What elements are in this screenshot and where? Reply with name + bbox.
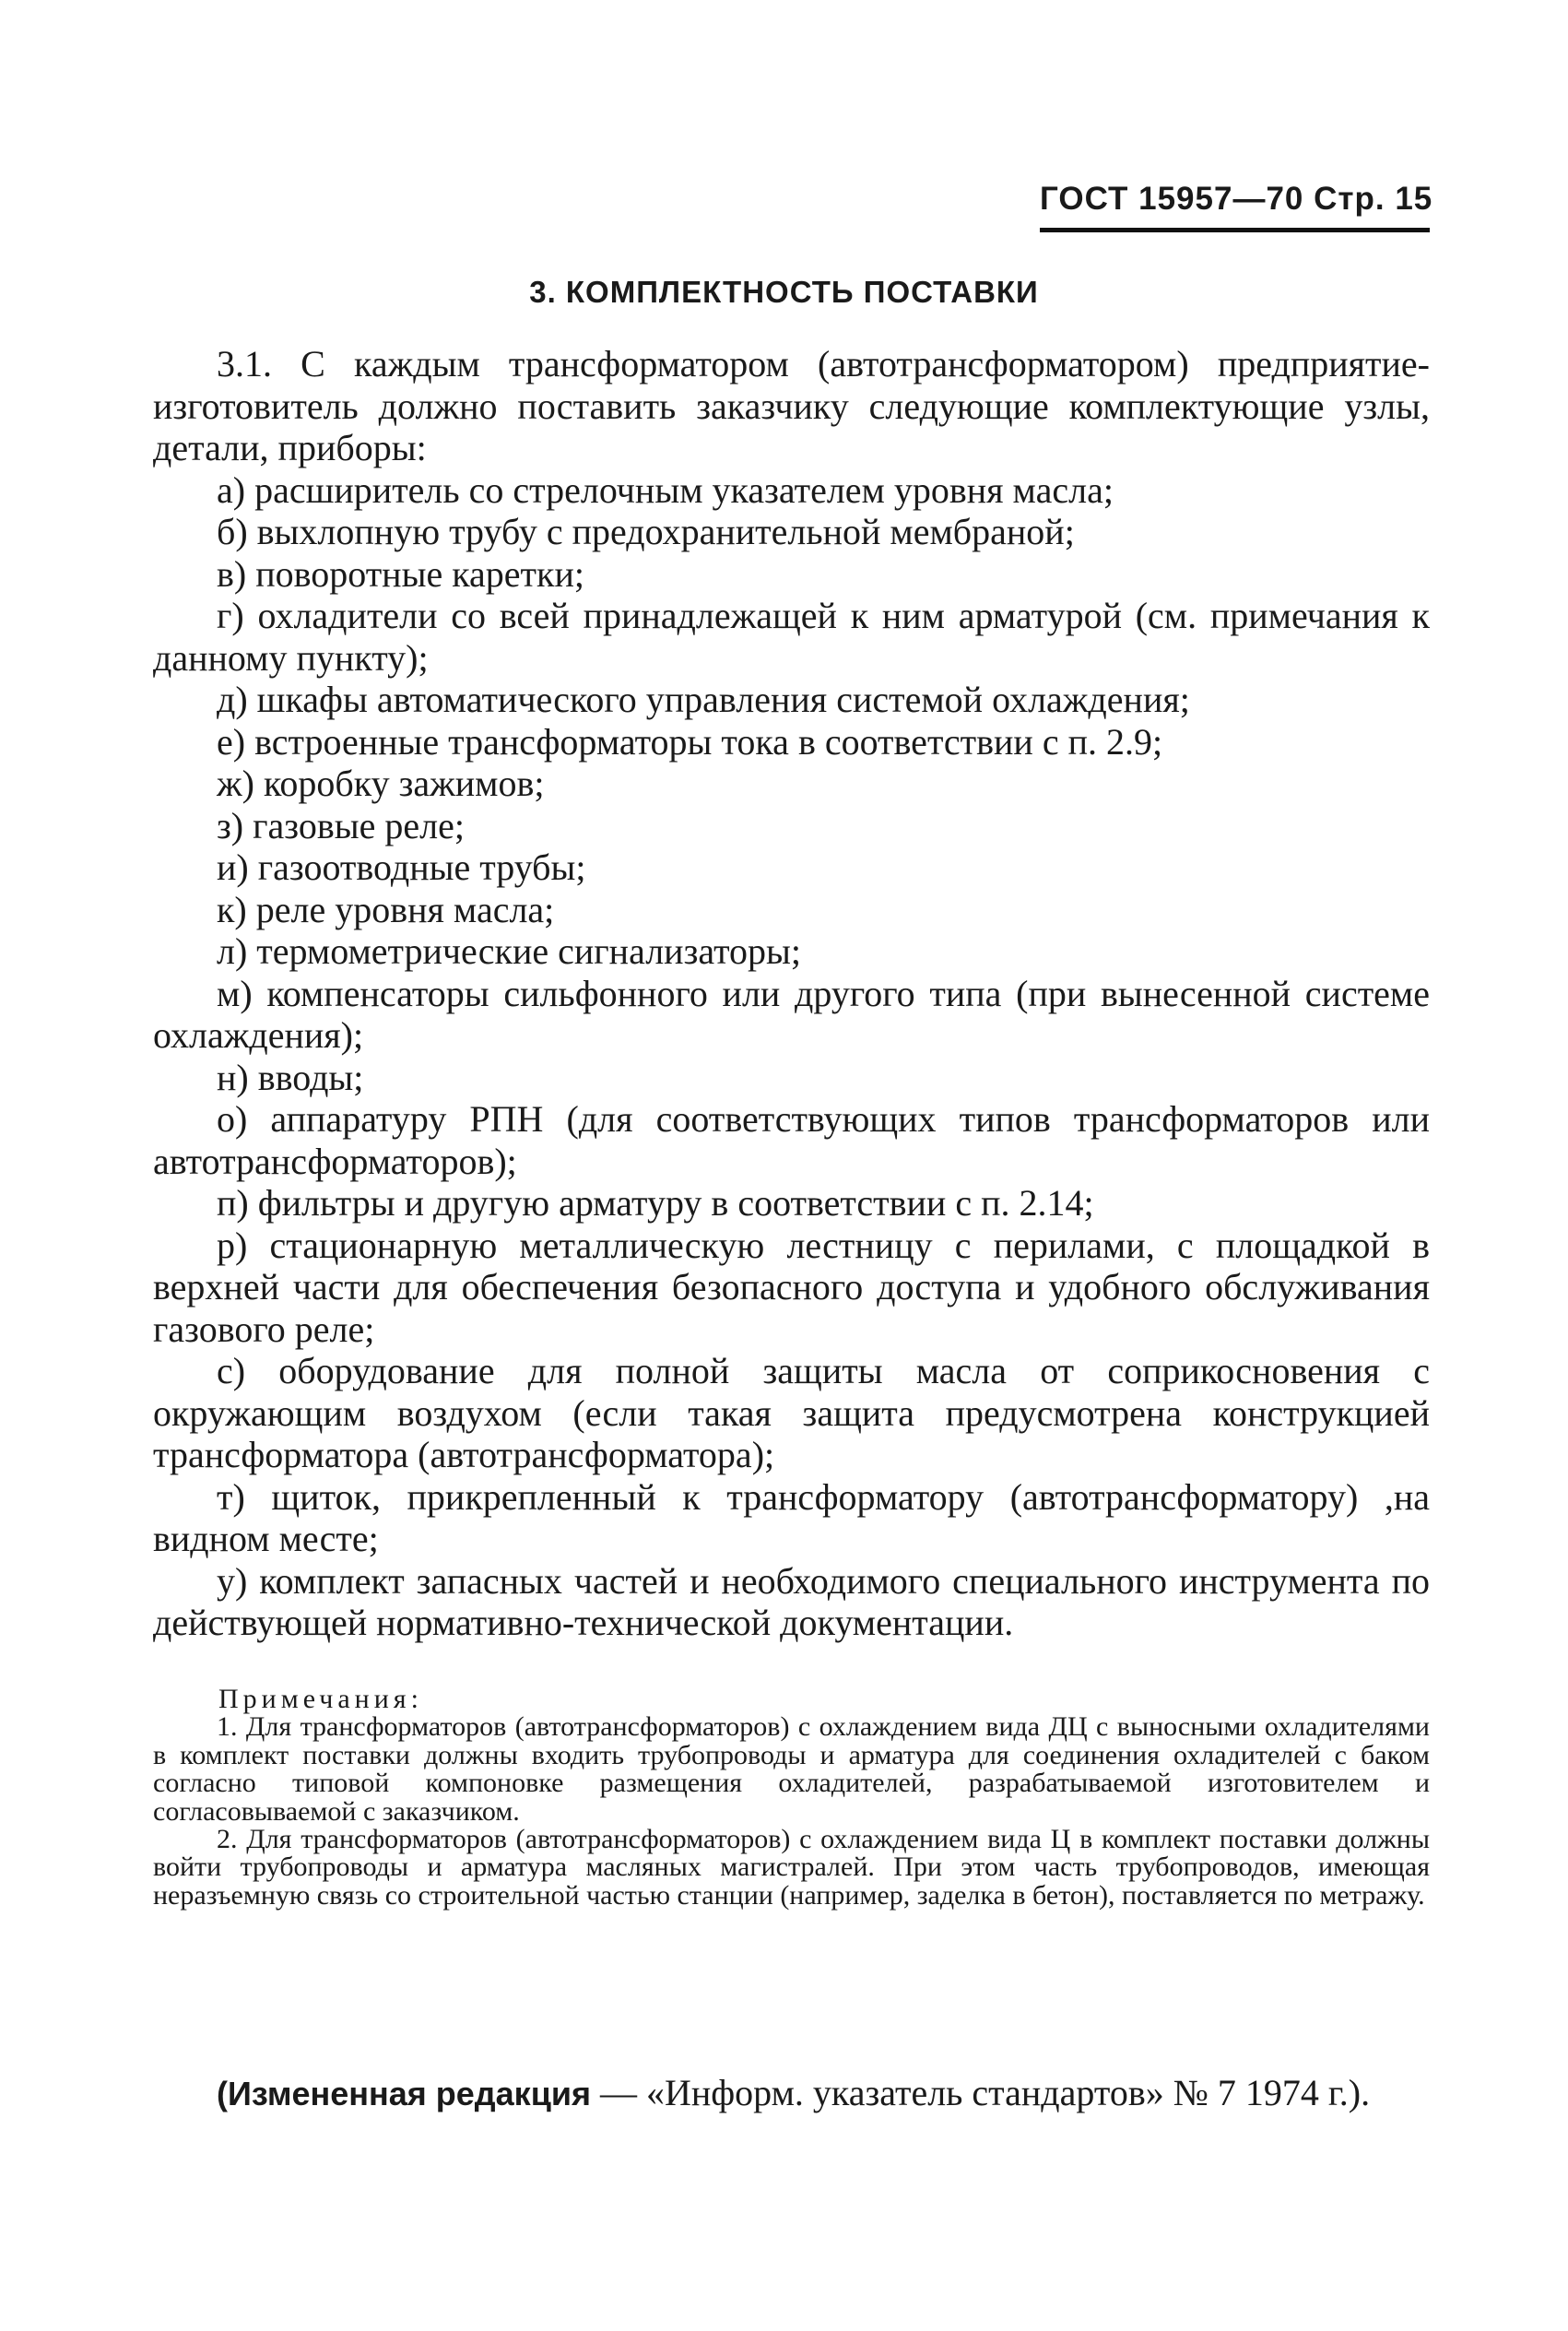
note-1: 1. Для трансформаторов (автотрансформаторов) с охлаждением вида ДЦ с выносными охладителями в комплект поставки должны входить трубопроводы и арматура для соединения охладителей с баком согласно типовой компоновке размещения охладителей, разрабатываемой изготовителем и согласовываемой с заказчиком. [153,1711,1430,1827]
section-title: 3. КОМПЛЕКТНОСТЬ ПОСТАВКИ [529,275,1039,309]
amendment-note [153,2071,1430,2116]
notes-block [153,1686,1430,1910]
list-item: а) расширитель со стрелочным указателем уровня масла; [217,468,1114,511]
list-item: ж) коробку зажимов; [217,763,545,804]
list-item: и) газоотводные трубы; [217,846,586,888]
list-item: к) реле уровня масла; [217,888,555,930]
list-item: о) аппаратуру РПН (для соответствующих типов трансформаторов или автотрансформаторов); [153,1098,1430,1182]
list-item: с) оборудование для полной защиты масла от соприкосновения с окружающим воздухом (если такая защита предусмотрена конструкцией трансформатора (автотрансформатора); [153,1350,1430,1475]
list-item: у) комплект запасных частей и необходимого специального инструмента по действующей нормативно-технической документации. [153,1559,1430,1643]
list-item: з) газовые реле; [217,804,465,846]
amendment-rest: — «Информ. указатель стандартов» № 7 1974 г.). [590,2072,1371,2113]
list-item: в) поворотные каретки; [217,552,584,595]
list-item: п) фильтры и другую арматуру в соответствии с п. 2.14; [217,1182,1094,1224]
list-item: м) компенсаторы сильфонного или другого типа (при вынесенной системе охлаждения); [153,972,1430,1056]
notes-title: Примечания: [218,1684,423,1714]
list-item: т) щиток, прикрепленный к трансформатору (автотрансформатору) ,на видном месте; [153,1475,1430,1559]
list-item: б) выхлопную трубу с предохранительной мембраной; [217,511,1075,552]
list-item: л) термометрические сигнализаторы; [217,930,802,972]
page-header: ГОСТ 15957—70 Стр. 15 [1040,181,1433,217]
list-item: г) охладители со всей принадлежащей к ним арматурой (см. примечания к данному пункту); [153,595,1430,679]
list-item: е) встроенные трансформаторы тока в соответствии с п. 2.9; [217,720,1163,763]
amendment-bold: (Измененная редакция [217,2075,591,2112]
header-rule [1040,228,1430,232]
clause-intro: 3.1. С каждым трансформатором (автотрансформатором) предприятие-изготовитель должно поставить заказчику следующие комплектующие узлы, детали, приборы: [153,343,1430,468]
list-item: р) стационарную металлическую лестницу с перилами, с площадкой в верхней части для обеспечения безопасного доступа и удобного обслуживания газового реле; [153,1224,1430,1350]
clause-3-1 [153,343,1430,1644]
list-item: д) шкафы автоматического управления системой охлаждения; [217,679,1190,720]
list-item: н) вводы; [217,1056,364,1098]
note-2: 2. Для трансформаторов (автотрансформаторов) с охлаждением вида Ц в комплект поставки должны войти трубопроводы и арматура масляных магистралей. При этом часть трубопроводов, имеющая неразъемную связь со строительной частью станции (например, заделка в бетон), поставляется по метражу. [153,1824,1430,1911]
